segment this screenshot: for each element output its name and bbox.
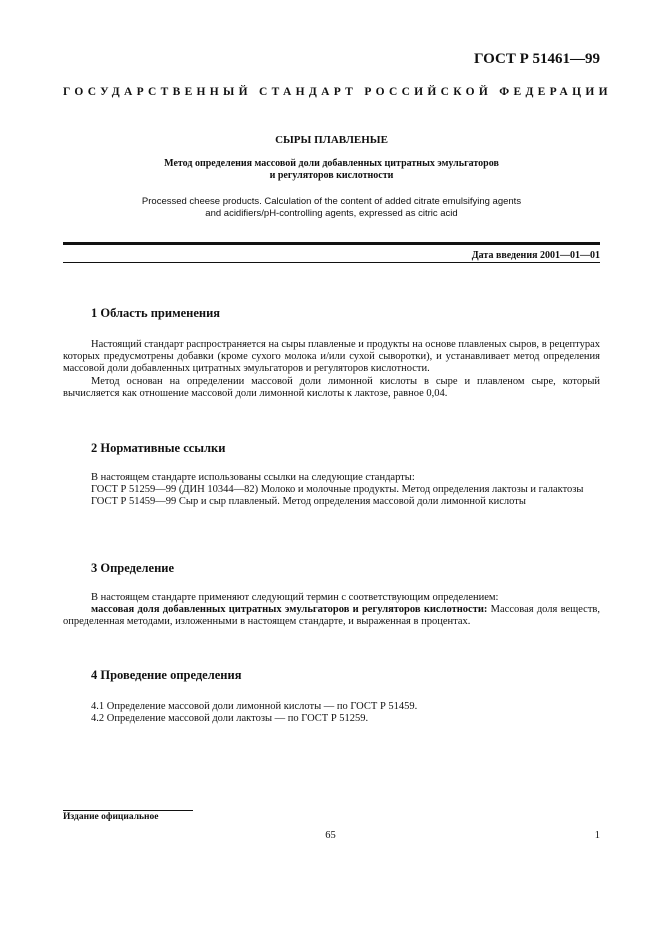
section-4-item-2: 4.2 Определение массовой доли лактозы — по ГОСТ Р 51259.	[91, 713, 369, 725]
page-number: 65	[325, 830, 336, 841]
subtitle-en-line-1: Processed cheese products. Calculation of the content of added citrate emulsifying agents	[141, 196, 522, 207]
section-2-reference-2: ГОСТ Р 51459—99 Сыр и сыр плавленый. Метод определения массовой доли лимонной кислоты	[91, 496, 526, 508]
section-3	[63, 561, 600, 629]
section-1-paragraph-2: Метод основан на определении массовой доли лимонной кислоты в сыре и плавленом сыре, который вычисляется как отношение массовой доли лимонной кислоты к лактозе, равное 0,04.	[63, 375, 600, 399]
sheet-number: 1	[594, 830, 600, 841]
section-2-paragraph-1: В настоящем стандарте использованы ссылки на следующие стандарты:	[91, 472, 415, 483]
section-3-definition	[63, 604, 600, 628]
section-2-heading: 2 Нормативные ссылки	[91, 441, 226, 455]
document-code: ГОСТ Р 51461—99	[473, 51, 600, 67]
header-rule-thick	[63, 242, 600, 245]
effective-date: Дата введения 2001—01—01	[471, 250, 600, 261]
section-4-item-1: 4.1 Определение массовой доли лимонной кислоты — по ГОСТ Р 51459.	[91, 701, 418, 712]
document-title: СЫРЫ ПЛАВЛЕНЫЕ	[275, 134, 388, 146]
subtitle-ru-line-1: Метод определения массовой доли добавленных цитратных эмульгаторов	[164, 158, 499, 169]
subtitle-ru-line-2: и регуляторов кислотности	[269, 170, 394, 181]
section-2-reference-1: ГОСТ Р 51259—99 (ДИН 10344—82) Молоко и молочные продукты. Метод определения лактозы и галактозы	[91, 484, 584, 496]
section-1-paragraph-1: Настоящий стандарт распространяется на сыры плавленые и продукты на основе плавленых сыров, в рецептурах которых предусмотрены добавки (кроме сухого молока и/или сухой сыворотки), и устанавливает метод определения массовой доли добавленных цитратных эмульгаторов и регуляторов кислотности.	[63, 339, 600, 375]
section-1	[63, 306, 600, 400]
standard-banner: ГОСУДАРСТВЕННЫЙ СТАНДАРТ РОССИЙСКОЙ ФЕДЕРАЦИИ	[63, 86, 612, 98]
official-edition-label: Издание официальное	[63, 812, 159, 822]
header-rule-thin	[63, 262, 600, 263]
subtitle-en-line-2: and acidifiers/pH-controlling agents, expressed as citric acid	[205, 208, 458, 219]
section-3-paragraph-1: В настоящем стандарте применяют следующий термин с соответствующим определением:	[91, 592, 499, 603]
section-3-heading: 3 Определение	[91, 561, 175, 575]
document-subtitle-en	[63, 196, 600, 220]
defined-term: массовая доля добавленных цитратных эмульгаторов и регуляторов кислотности:	[91, 604, 488, 616]
section-4	[63, 668, 600, 725]
term-definition: Массовая доля веществ, определенная методами, изложенными в настоящем стандарте, и выраженная в процентах.	[63, 604, 601, 628]
section-2	[63, 441, 600, 509]
footer-rule	[63, 810, 193, 811]
document-subtitle-ru	[63, 158, 600, 182]
section-4-heading: 4 Проведение определения	[91, 668, 242, 682]
section-1-heading: 1 Область применения	[91, 306, 221, 320]
